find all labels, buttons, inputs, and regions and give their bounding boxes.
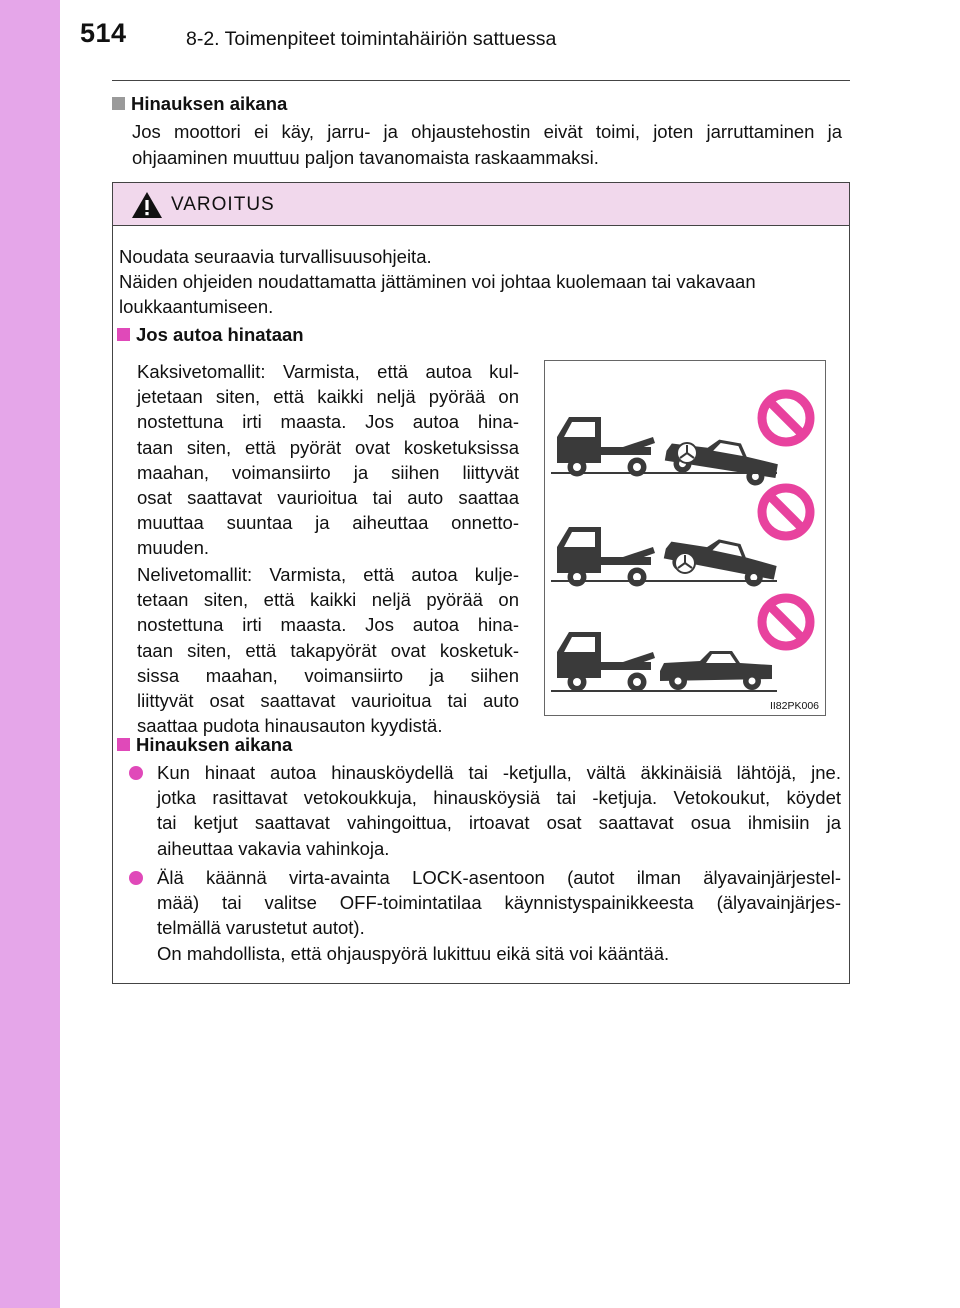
header-divider xyxy=(112,80,850,81)
during-heading: Hinauksen aikana xyxy=(117,732,292,757)
tow-truck-1 xyxy=(557,417,655,477)
intro-heading: Hinauksen aikana xyxy=(112,93,287,115)
tow-truck-2 xyxy=(557,527,655,587)
dolly-wheel-icon xyxy=(677,443,697,463)
warning-intro-line: loukkaantumiseen. xyxy=(119,296,274,317)
round-bullet-icon xyxy=(129,766,143,780)
square-bullet-icon xyxy=(117,738,130,751)
square-bullet-icon xyxy=(117,328,130,341)
warning-header xyxy=(113,183,849,226)
towing-diagram xyxy=(545,361,825,715)
warning-box: VAROITUS Noudata seuraavia turvallisuusohjeita. Näiden ohjeiden noudattamatta jättäminen voi johtaa kuolemaan tai vakavaan loukkaantumiseen. Jos autoa hinataan Kaksivetomallit: Varmista, että autoa kul- jetetaan siten, että kaikki neljä pyörää on nostettuna irti maasta. Jos autoa hina- taan siten, että pyörät ovat kosketuksissa maahan, voimansiirto ja siihen liittyvät osat saattavat vaurioitua tai auto saattaa muuttaa suuntaa ja aiheuttaa onnetto- muuden. Nelivetomallit: Varmista, että autoa kulje- tetaan siten, että kaikki neljä pyörää on nostettuna irti maasta. Jos autoa hina- taan siten, että takapyörät ovat kosketuk- sissa maahan, voimansiirto ja siihen liittyvät osat saattavat vaurioitua tai auto saattaa pudota hinausauton kyydistä. II82PK006 Hinauksen aikana Kun hinaat autoa hinausköydellä tai -ketjulla, vältä äkkinäisiä lähtöjä, jne. jotka rasittavat vetokoukkuja, hinausköysiä tai -ketjuja. Vetokoukut, köydet tai ketjut saattavat vahingoittua, irtoavat osat saattavat osua ihmisiin ja aiheuttaa vakavia vahinkoja. Älä käännä virta-avainta LOCK-asentoon (autot ilman älyavainjärjestel- mää) tai valitse OFF-toimintatilaa käynnistyspainikkeesta (älyavainjärjes- telmällä varustetut autot). On mahdollista, että ohjauspyörä lukittuu eikä sitä voi kääntää. xyxy=(112,182,850,984)
tow-truck-3 xyxy=(557,632,655,692)
dolly-wheel-icon xyxy=(675,553,695,573)
page-header xyxy=(60,0,960,60)
prohibition-icon xyxy=(762,488,810,536)
towing-heading: Jos autoa hinataan xyxy=(117,322,304,347)
warning-intro-line: Noudata seuraavia turvallisuusohjeita. xyxy=(119,246,432,267)
warning-title: VAROITUS xyxy=(171,194,275,215)
prohibition-icon xyxy=(762,598,810,646)
side-color-strip xyxy=(0,0,60,1308)
round-bullet-icon xyxy=(129,871,143,885)
towed-vehicle-3 xyxy=(660,651,772,690)
prohibition-icon xyxy=(762,394,810,442)
two-wd-text: Kaksivetomallit: Varmista, että autoa kul- jetetaan siten, että kaikki neljä pyörää on nostettuna irti maasta. Jos autoa hina- taan siten, että pyörät ovat kosketuksissa maahan, voimansiirto ja siihen liittyvät osat saattavat vaurioitua tai auto saattaa muuttaa suuntaa ja aiheuttaa onnetto- muuden. xyxy=(137,361,519,559)
page-number: 514 xyxy=(80,18,127,48)
towing-illustration xyxy=(544,360,826,716)
warning-triangle-icon xyxy=(131,191,163,219)
square-bullet-icon xyxy=(112,97,125,110)
section-title: 8-2. Toimenpiteet toimintahäiriön sattuessa xyxy=(186,28,557,50)
figure-code: II82PK006 xyxy=(769,700,819,712)
four-wd-text: Nelivetomallit: Varmista, että autoa kulje- tetaan siten, että kaikki neljä pyörää on nostettuna irti maasta. Jos autoa hina- taan siten, että takapyörät ovat kosketuk- sissa maahan, voimansiirto ja siihen liittyvät osat saattavat vaurioitua tai auto saattaa pudota hinausauton kyydistä. xyxy=(137,564,519,737)
intro-paragraph: Jos moottori ei käy, jarru- ja ohjaustehostin eivät toimi, joten jarruttaminen ja ohjaaminen muuttuu paljon tavanomaista raskaammaksi. xyxy=(132,121,842,168)
warning-intro-line: Näiden ohjeiden noudattamatta jättäminen voi johtaa kuolemaan tai vakavaan xyxy=(119,271,756,292)
